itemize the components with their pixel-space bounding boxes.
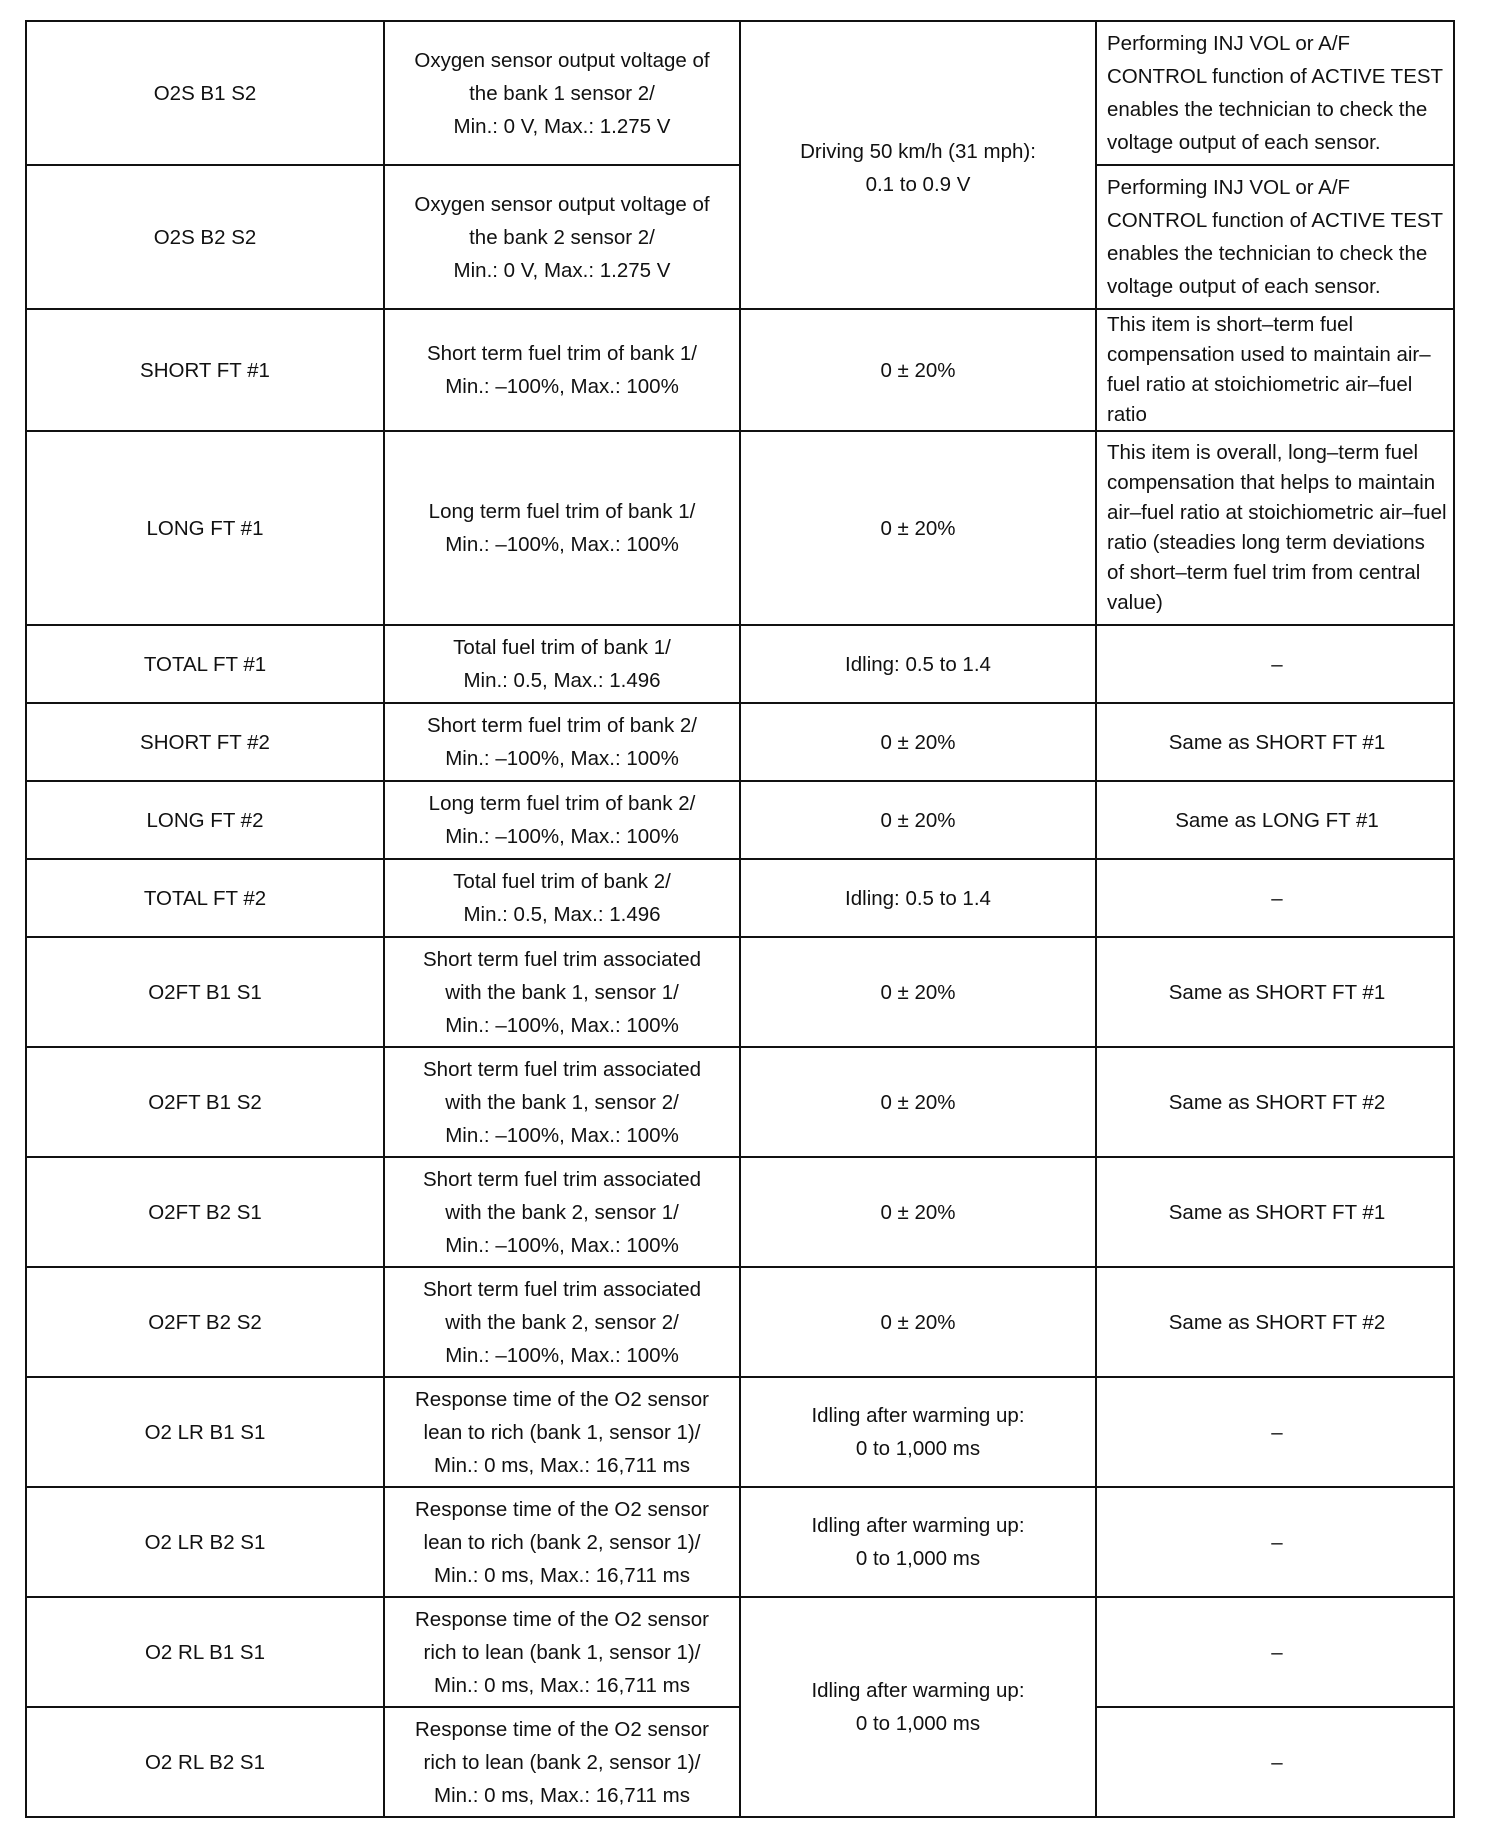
diagnostic-note-cell: – [1096, 625, 1454, 703]
measurement-cell: Oxygen sensor output voltage of the bank 1 sensor 2/ Min.: 0 V, Max.: 1.275 V [384, 21, 740, 165]
normal-condition-cell: 0 ± 20% [740, 937, 1096, 1047]
diagnostic-note-cell: Performing INJ VOL or A/F CONTROL function of ACTIVE TEST enables the technician to check the voltage output of each sensor. [1096, 21, 1454, 165]
table-row [26, 309, 1454, 431]
item-cell: O2FT B2 S1 [26, 1157, 384, 1267]
item-cell: O2S B2 S2 [26, 165, 384, 309]
item-cell: O2 LR B1 S1 [26, 1377, 384, 1487]
normal-condition-cell: 0 ± 20% [740, 309, 1096, 431]
table-row [26, 1157, 1454, 1267]
table-row [26, 21, 1454, 165]
diagnostic-note-cell: Same as SHORT FT #1 [1096, 1157, 1454, 1267]
measurement-cell: Response time of the O2 sensor lean to rich (bank 1, sensor 1)/ Min.: 0 ms, Max.: 16,711 ms [384, 1377, 740, 1487]
item-cell: SHORT FT #1 [26, 309, 384, 431]
normal-condition-cell: 0 ± 20% [740, 1157, 1096, 1267]
diagnostic-note-cell: Same as SHORT FT #1 [1096, 703, 1454, 781]
diagnostic-note-cell: – [1096, 1707, 1454, 1817]
diagnostic-note-cell: Performing INJ VOL or A/F CONTROL function of ACTIVE TEST enables the technician to check the voltage output of each sensor. [1096, 165, 1454, 309]
table-row [26, 859, 1454, 937]
measurement-cell: Total fuel trim of bank 2/ Min.: 0.5, Max.: 1.496 [384, 859, 740, 937]
measurement-cell: Long term fuel trim of bank 2/ Min.: –100%, Max.: 100% [384, 781, 740, 859]
measurement-cell: Response time of the O2 sensor rich to lean (bank 1, sensor 1)/ Min.: 0 ms, Max.: 16,711 ms [384, 1597, 740, 1707]
measurement-cell: Short term fuel trim of bank 1/ Min.: –100%, Max.: 100% [384, 309, 740, 431]
diagnostic-note-cell: This item is short–term fuel compensation used to maintain air–fuel ratio at stoichiometric air–fuel ratio [1096, 309, 1454, 431]
normal-condition-cell: Idling after warming up: 0 to 1,000 ms [740, 1377, 1096, 1487]
table-row [26, 781, 1454, 859]
measurement-cell: Response time of the O2 sensor lean to rich (bank 2, sensor 1)/ Min.: 0 ms, Max.: 16,711 ms [384, 1487, 740, 1597]
normal-condition-cell: Idling after warming up: 0 to 1,000 ms [740, 1487, 1096, 1597]
table-row [26, 1267, 1454, 1377]
diagnostic-note-cell: Same as SHORT FT #2 [1096, 1047, 1454, 1157]
diagnostic-note-cell: – [1096, 859, 1454, 937]
measurement-cell: Short term fuel trim associated with the bank 1, sensor 2/ Min.: –100%, Max.: 100% [384, 1047, 740, 1157]
measurement-cell: Short term fuel trim associated with the bank 2, sensor 2/ Min.: –100%, Max.: 100% [384, 1267, 740, 1377]
table-row [26, 1377, 1454, 1487]
table-row [26, 1047, 1454, 1157]
table-row [26, 625, 1454, 703]
table-row [26, 703, 1454, 781]
normal-condition-cell: Idling: 0.5 to 1.4 [740, 859, 1096, 937]
normal-condition-cell: 0 ± 20% [740, 1047, 1096, 1157]
measurement-cell: Short term fuel trim associated with the bank 2, sensor 1/ Min.: –100%, Max.: 100% [384, 1157, 740, 1267]
item-cell: LONG FT #2 [26, 781, 384, 859]
table-row [26, 1597, 1454, 1707]
item-cell: O2 LR B2 S1 [26, 1487, 384, 1597]
normal-condition-cell: Idling after warming up: 0 to 1,000 ms [740, 1597, 1096, 1817]
normal-condition-cell: Driving 50 km/h (31 mph): 0.1 to 0.9 V [740, 21, 1096, 309]
diagnostic-note-cell: – [1096, 1597, 1454, 1707]
item-cell: TOTAL FT #1 [26, 625, 384, 703]
item-cell: O2 RL B2 S1 [26, 1707, 384, 1817]
item-cell: SHORT FT #2 [26, 703, 384, 781]
diagnostic-note-cell: Same as SHORT FT #2 [1096, 1267, 1454, 1377]
normal-condition-cell: 0 ± 20% [740, 781, 1096, 859]
item-cell: O2FT B2 S2 [26, 1267, 384, 1377]
measurement-cell: Short term fuel trim associated with the bank 1, sensor 1/ Min.: –100%, Max.: 100% [384, 937, 740, 1047]
diagnostic-note-cell: – [1096, 1377, 1454, 1487]
item-cell: O2FT B1 S2 [26, 1047, 384, 1157]
item-cell: O2S B1 S2 [26, 21, 384, 165]
table-row [26, 431, 1454, 625]
normal-condition-cell: 0 ± 20% [740, 431, 1096, 625]
table-row [26, 937, 1454, 1047]
item-cell: O2FT B1 S1 [26, 937, 384, 1047]
measurement-cell: Oxygen sensor output voltage of the bank 2 sensor 2/ Min.: 0 V, Max.: 1.275 V [384, 165, 740, 309]
item-cell: O2 RL B1 S1 [26, 1597, 384, 1707]
measurement-cell: Total fuel trim of bank 1/ Min.: 0.5, Max.: 1.496 [384, 625, 740, 703]
diagnostic-note-cell: Same as SHORT FT #1 [1096, 937, 1454, 1047]
measurement-cell: Response time of the O2 sensor rich to lean (bank 2, sensor 1)/ Min.: 0 ms, Max.: 16,711 ms [384, 1707, 740, 1817]
normal-condition-cell: 0 ± 20% [740, 1267, 1096, 1377]
measurement-cell: Short term fuel trim of bank 2/ Min.: –100%, Max.: 100% [384, 703, 740, 781]
diagnostic-note-cell: This item is overall, long–term fuel compensation that helps to maintain air–fuel ratio at stoichiometric air–fuel ratio (steadies long term deviations of short–term fuel trim from central value) [1096, 431, 1454, 625]
normal-condition-cell: 0 ± 20% [740, 703, 1096, 781]
data-list-table [25, 20, 1455, 1818]
item-cell: TOTAL FT #2 [26, 859, 384, 937]
normal-condition-cell: Idling: 0.5 to 1.4 [740, 625, 1096, 703]
table-row [26, 1487, 1454, 1597]
measurement-cell: Long term fuel trim of bank 1/ Min.: –100%, Max.: 100% [384, 431, 740, 625]
diagnostic-note-cell: – [1096, 1487, 1454, 1597]
diagnostic-note-cell: Same as LONG FT #1 [1096, 781, 1454, 859]
item-cell: LONG FT #1 [26, 431, 384, 625]
